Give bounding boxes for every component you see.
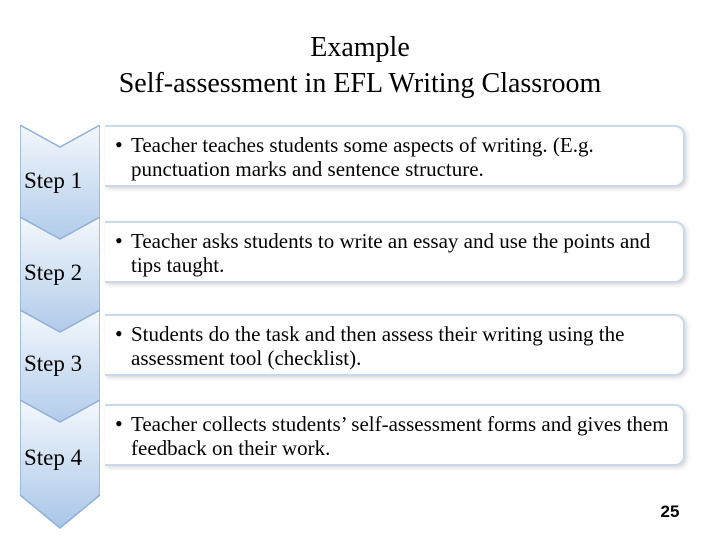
step-1 [0,125,720,215]
step-1-label: Step 1 [24,168,83,193]
step-4-text: Teacher collects students’ self-assessment forms and gives them feedback on their work. [131,412,669,460]
title-line-2: Self-assessment in EFL Writing Classroom [118,68,602,99]
step-4-label: Step 4 [24,445,83,470]
step-3-bullet: • [115,321,123,346]
step-1-box [105,125,685,187]
step-3-label: Step 3 [24,351,83,376]
step-1-bullet: • [115,132,123,157]
step-2-label: Step 2 [24,260,83,285]
step-4-box [105,404,685,466]
page-number: 25 [660,502,680,521]
step-1-text: Teacher teaches students some aspects of writing. (E.g. punctuation marks and sentence structure. [131,133,594,181]
step-2-text: Teacher asks students to write an essay and use the points and tips taught. [131,229,651,277]
step-2-box [105,221,685,283]
step-4 [0,400,720,490]
step-3-box [105,314,685,376]
step-3 [0,310,720,400]
step-2 [0,217,720,307]
step-2-bullet: • [115,228,123,253]
step-3-text: Students do the task and then assess their writing using the assessment tool (checklist). [131,322,625,370]
step-4-bullet: • [115,411,123,436]
slide-title [0,30,720,102]
title-line-1: Example [310,32,410,63]
